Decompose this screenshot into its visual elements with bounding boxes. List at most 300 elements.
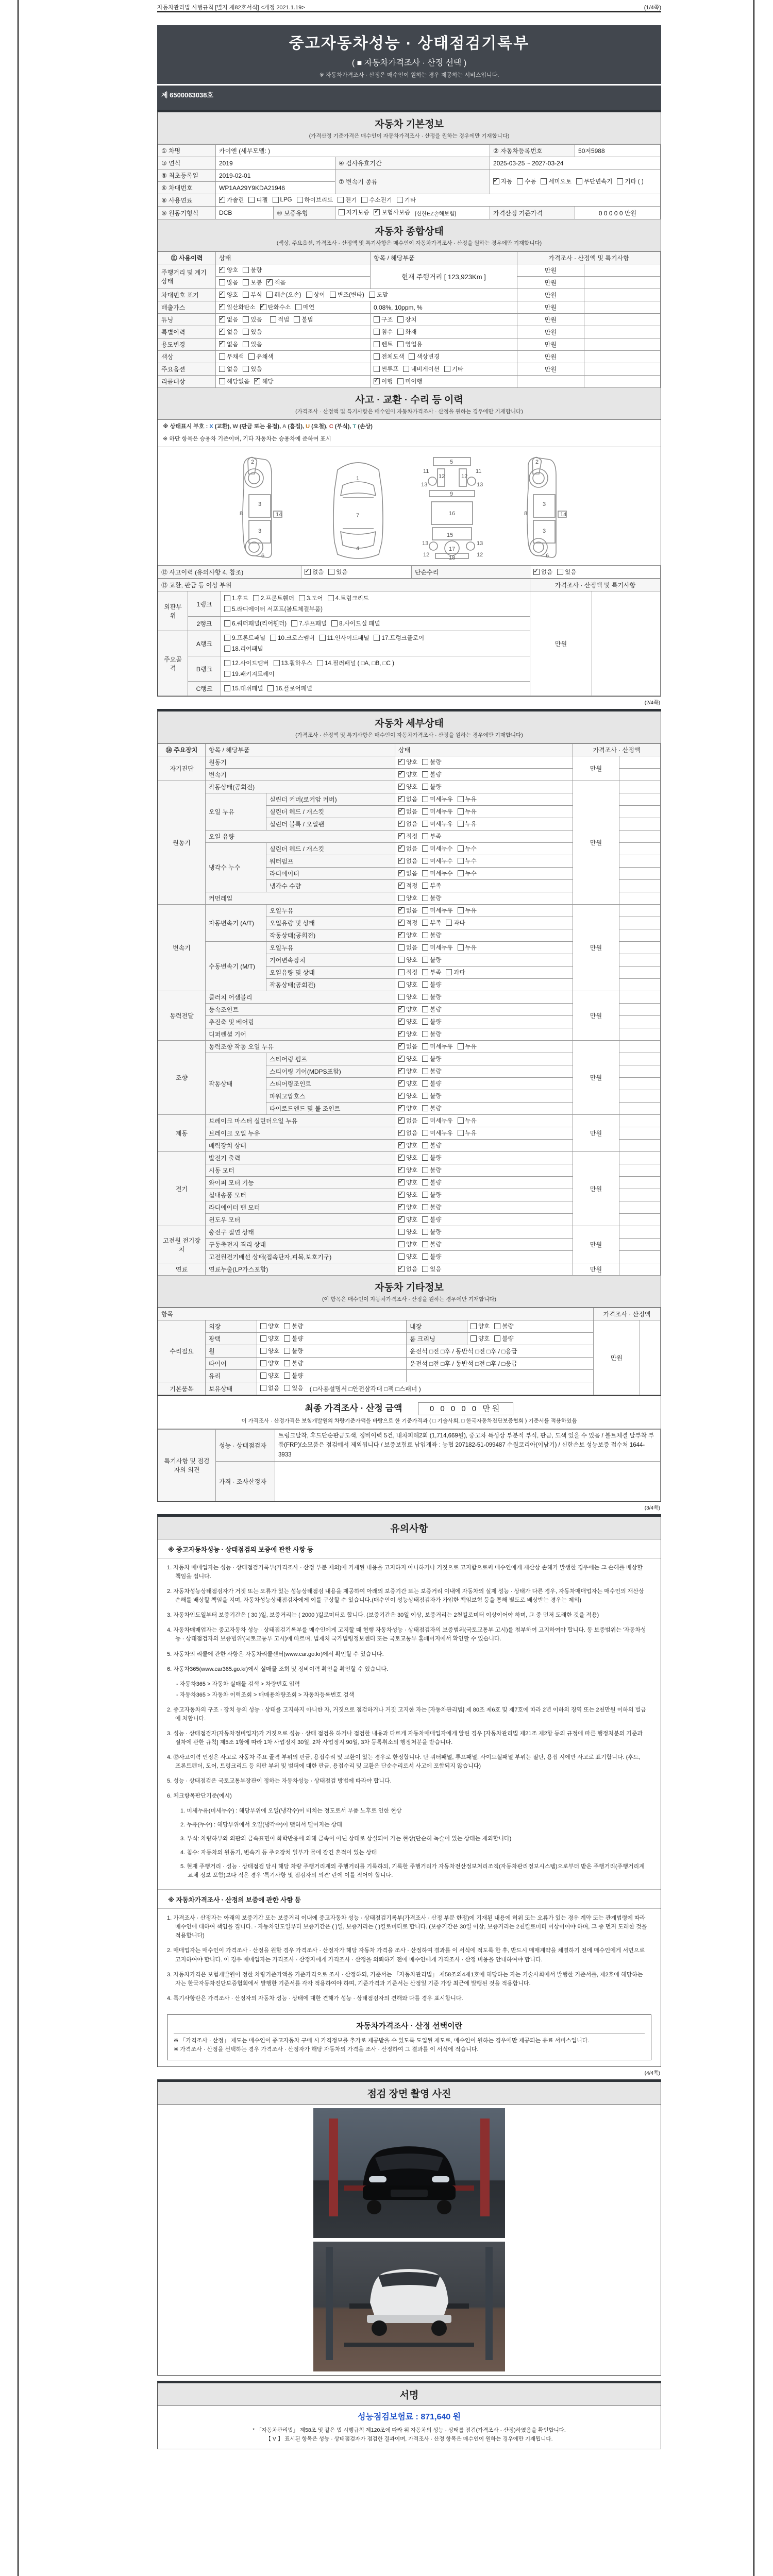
checkbox-icon[interactable] bbox=[398, 821, 405, 827]
detail-state-option[interactable] bbox=[422, 1265, 441, 1273]
checkbox-icon[interactable] bbox=[422, 1105, 428, 1111]
state-option[interactable] bbox=[219, 303, 256, 311]
panel-part-option[interactable] bbox=[299, 594, 323, 602]
checkbox-icon[interactable] bbox=[422, 883, 428, 889]
checkbox-icon[interactable] bbox=[260, 1385, 266, 1391]
detail-state-option[interactable] bbox=[398, 795, 417, 803]
checkbox-icon[interactable] bbox=[273, 197, 279, 203]
etc-option[interactable] bbox=[284, 1371, 303, 1380]
checkbox-icon[interactable] bbox=[260, 1323, 266, 1329]
remark-cell[interactable] bbox=[619, 1263, 661, 1276]
detail-state-option[interactable] bbox=[398, 1116, 417, 1125]
etc-option[interactable] bbox=[470, 1334, 490, 1343]
checkbox-icon[interactable] bbox=[422, 1031, 428, 1037]
checkbox-icon[interactable] bbox=[243, 329, 249, 335]
remark-cell[interactable] bbox=[619, 942, 661, 954]
checkbox-icon[interactable] bbox=[224, 606, 230, 612]
remark-cell[interactable] bbox=[584, 314, 661, 326]
state-option[interactable] bbox=[260, 303, 291, 311]
detail-state-option[interactable] bbox=[398, 1265, 417, 1273]
checkbox-icon[interactable] bbox=[458, 821, 464, 827]
checkbox-icon[interactable] bbox=[243, 292, 249, 298]
checkbox-icon[interactable] bbox=[398, 1056, 405, 1062]
checkbox-icon[interactable] bbox=[458, 845, 464, 852]
checkbox-icon[interactable] bbox=[517, 178, 523, 184]
checkbox-icon[interactable] bbox=[270, 635, 276, 641]
field-year-value[interactable]: 2019 bbox=[216, 157, 335, 170]
checkbox-icon[interactable] bbox=[398, 1031, 405, 1037]
price-cell[interactable]: 만원 bbox=[517, 326, 584, 338]
detail-state-option[interactable] bbox=[398, 844, 417, 853]
price-cell[interactable]: 만원 bbox=[573, 1263, 619, 1276]
checkbox-icon[interactable] bbox=[397, 378, 404, 384]
remark-cell[interactable] bbox=[619, 1189, 661, 1201]
remark-cell[interactable] bbox=[619, 1115, 661, 1127]
remark-cell[interactable] bbox=[619, 769, 661, 781]
panel-part-option[interactable] bbox=[291, 619, 327, 628]
price-cell[interactable]: 만원 bbox=[530, 591, 592, 696]
detail-state-option[interactable] bbox=[422, 1129, 452, 1137]
state-option[interactable] bbox=[219, 291, 238, 299]
detail-state-option[interactable] bbox=[398, 832, 417, 840]
remark-cell[interactable] bbox=[619, 1090, 661, 1103]
checkbox-icon[interactable] bbox=[266, 292, 273, 298]
checkbox-icon[interactable] bbox=[422, 1229, 428, 1235]
checkbox-icon[interactable] bbox=[398, 870, 405, 876]
checkbox-icon[interactable] bbox=[398, 944, 405, 951]
price-cell[interactable]: 만원 bbox=[573, 1115, 619, 1152]
checkbox-icon[interactable] bbox=[398, 1080, 405, 1087]
checkbox-icon[interactable] bbox=[576, 178, 582, 184]
state-option[interactable] bbox=[369, 291, 388, 299]
checkbox-icon[interactable] bbox=[243, 366, 249, 372]
remark-cell[interactable] bbox=[619, 781, 661, 793]
detail-state-option[interactable] bbox=[398, 1042, 417, 1050]
detail-state-option[interactable] bbox=[398, 919, 417, 927]
checkbox-icon[interactable] bbox=[374, 209, 380, 215]
panel-part-option[interactable] bbox=[328, 594, 369, 602]
detail-state-option[interactable] bbox=[458, 1129, 477, 1137]
remark-cell[interactable] bbox=[619, 892, 661, 905]
detail-state-option[interactable] bbox=[398, 968, 417, 976]
price-cell[interactable]: 만원 bbox=[517, 301, 584, 314]
remark-cell[interactable] bbox=[619, 1177, 661, 1189]
checkbox-icon[interactable] bbox=[398, 1006, 405, 1012]
checkbox-icon[interactable] bbox=[422, 932, 428, 938]
item-option[interactable] bbox=[397, 377, 422, 385]
remark-cell[interactable] bbox=[619, 843, 661, 855]
checkbox-icon[interactable] bbox=[422, 833, 428, 839]
detail-state-option[interactable] bbox=[422, 980, 441, 989]
detail-state-option[interactable] bbox=[422, 894, 441, 902]
checkbox-icon[interactable] bbox=[361, 197, 367, 203]
price-cell[interactable]: 만원 bbox=[517, 289, 584, 301]
checkbox-icon[interactable] bbox=[224, 660, 230, 666]
checkbox-icon[interactable] bbox=[458, 1117, 464, 1124]
checkbox-icon[interactable] bbox=[253, 595, 259, 601]
detail-state-option[interactable] bbox=[398, 1215, 417, 1224]
checkbox-icon[interactable] bbox=[458, 944, 464, 951]
remark-cell[interactable] bbox=[619, 905, 661, 917]
etc-option[interactable] bbox=[284, 1359, 303, 1367]
price-cell[interactable]: 만원 bbox=[517, 314, 584, 326]
checkbox-icon[interactable] bbox=[328, 595, 334, 601]
detail-state-option[interactable] bbox=[422, 1166, 441, 1174]
remark-cell[interactable] bbox=[584, 376, 661, 388]
field-engine-type-value[interactable]: DCB bbox=[216, 207, 274, 219]
state-option[interactable] bbox=[243, 328, 262, 336]
checkbox-icon[interactable] bbox=[219, 366, 225, 372]
field-vin-value[interactable]: WP1AA29Y9KDA21946 bbox=[216, 182, 335, 194]
base-price-value[interactable]: 0 0 0 0 0 만원 bbox=[575, 207, 661, 219]
checkbox-icon[interactable] bbox=[374, 353, 380, 360]
checkbox-icon[interactable] bbox=[458, 796, 464, 802]
detail-state-option[interactable] bbox=[422, 758, 441, 766]
state-option[interactable] bbox=[219, 352, 244, 361]
detail-state-option[interactable] bbox=[398, 943, 417, 952]
checkbox-icon[interactable] bbox=[219, 279, 225, 285]
checkbox-icon[interactable] bbox=[422, 907, 428, 913]
state-option[interactable] bbox=[330, 291, 364, 299]
inspector-opinion-text[interactable]: 트렁크탈착, 후드단순판금도색, 정비이력 5건, 내차피해2회 (1,714,669원), 중고차 특성상 부분적 부식, 판금, 도색 있을 수 있음 / 볼트체결 탈부착 부품(FRP)/소모품은 점검에서 제외됩니다 / 보증보험료 납입계좌 : 농협 207182-51-099487 수원코리아(이남기) / 신한손보 성능보증 접수처 1644-3933 bbox=[275, 1430, 661, 1462]
checkbox-icon[interactable] bbox=[397, 316, 404, 323]
state-option[interactable] bbox=[219, 340, 238, 348]
checkbox-icon[interactable] bbox=[284, 1348, 290, 1354]
checkbox-icon[interactable] bbox=[398, 981, 405, 988]
detail-state-option[interactable] bbox=[398, 1154, 417, 1162]
current-mileage-value[interactable]: 현재 주행거리 [ 123,923Km ] bbox=[371, 264, 517, 289]
checkbox-icon[interactable] bbox=[398, 1204, 405, 1210]
checkbox-icon[interactable] bbox=[422, 994, 428, 1000]
remark-cell[interactable] bbox=[619, 1152, 661, 1164]
checkbox-icon[interactable] bbox=[331, 620, 338, 626]
fuel-option[interactable] bbox=[361, 196, 392, 204]
checkbox-icon[interactable] bbox=[295, 304, 301, 310]
etc-option[interactable] bbox=[260, 1371, 279, 1380]
field-inspection-period-value[interactable]: 2025-03-25 ~ 2027-03-24 bbox=[490, 157, 661, 170]
detail-state-option[interactable] bbox=[422, 807, 452, 816]
mileage-condition-option[interactable] bbox=[219, 266, 238, 274]
checkbox-icon[interactable] bbox=[422, 870, 428, 876]
remark-cell[interactable] bbox=[619, 1140, 661, 1152]
checkbox-icon[interactable] bbox=[422, 784, 428, 790]
checkbox-icon[interactable] bbox=[422, 1068, 428, 1074]
checkbox-icon[interactable] bbox=[422, 1117, 428, 1124]
detail-state-option[interactable] bbox=[398, 807, 417, 816]
item-option[interactable] bbox=[397, 315, 416, 324]
checkbox-icon[interactable] bbox=[398, 833, 405, 839]
detail-state-option[interactable] bbox=[458, 820, 477, 828]
checkbox-icon[interactable] bbox=[219, 378, 225, 384]
checkbox-icon[interactable] bbox=[398, 1155, 405, 1161]
checkbox-icon[interactable] bbox=[398, 907, 405, 913]
checkbox-icon[interactable] bbox=[422, 1266, 428, 1272]
checkbox-icon[interactable] bbox=[494, 1335, 500, 1342]
price-cell[interactable]: 만원 bbox=[573, 1226, 619, 1263]
remark-cell[interactable] bbox=[619, 793, 661, 806]
remark-cell[interactable] bbox=[619, 1004, 661, 1016]
detail-state-option[interactable] bbox=[398, 956, 417, 964]
detail-state-option[interactable] bbox=[422, 1191, 441, 1199]
state-option[interactable] bbox=[219, 377, 249, 385]
checkbox-icon[interactable] bbox=[339, 209, 345, 215]
checkbox-icon[interactable] bbox=[219, 353, 225, 360]
detail-state-option[interactable] bbox=[458, 857, 477, 865]
checkbox-icon[interactable] bbox=[297, 197, 303, 203]
detail-state-option[interactable] bbox=[446, 919, 465, 927]
detail-state-option[interactable] bbox=[422, 1215, 441, 1224]
checkbox-icon[interactable] bbox=[224, 595, 230, 601]
checkbox-icon[interactable] bbox=[458, 858, 464, 864]
field-car-name-value[interactable]: 카이엔 (세부모델: ) bbox=[216, 145, 490, 157]
state-option[interactable] bbox=[243, 291, 262, 299]
checkbox-icon[interactable] bbox=[398, 808, 405, 815]
remark-cell[interactable] bbox=[584, 326, 661, 338]
accident-option[interactable] bbox=[305, 568, 324, 576]
checkbox-icon[interactable] bbox=[398, 858, 405, 864]
detail-state-option[interactable] bbox=[446, 968, 465, 976]
item-option[interactable] bbox=[397, 340, 422, 348]
remark-cell[interactable] bbox=[584, 264, 661, 277]
checkbox-icon[interactable] bbox=[398, 1266, 405, 1272]
checkbox-icon[interactable] bbox=[422, 981, 428, 988]
detail-state-option[interactable] bbox=[422, 1067, 441, 1075]
price-cell[interactable]: 만원 bbox=[517, 363, 584, 376]
remark-cell[interactable] bbox=[619, 1251, 661, 1263]
checkbox-icon[interactable] bbox=[317, 660, 323, 666]
panel-part-option[interactable] bbox=[374, 634, 424, 642]
detail-state-option[interactable] bbox=[398, 931, 417, 939]
holding-option[interactable] bbox=[284, 1384, 303, 1392]
price-cell[interactable]: 만원 bbox=[517, 277, 584, 289]
checkbox-icon[interactable] bbox=[398, 895, 405, 901]
detail-state-option[interactable] bbox=[398, 1252, 417, 1261]
detail-state-option[interactable] bbox=[398, 857, 417, 865]
checkbox-icon[interactable] bbox=[374, 341, 380, 347]
panel-part-option[interactable] bbox=[224, 619, 287, 628]
holding-option[interactable] bbox=[260, 1384, 279, 1392]
etc-option[interactable] bbox=[284, 1322, 303, 1330]
checkbox-icon[interactable] bbox=[398, 771, 405, 777]
remark-cell[interactable] bbox=[619, 1078, 661, 1090]
remark-cell[interactable] bbox=[619, 1065, 661, 1078]
checkbox-icon[interactable] bbox=[224, 646, 230, 652]
checkbox-icon[interactable] bbox=[458, 870, 464, 876]
detail-state-option[interactable] bbox=[398, 906, 417, 914]
detail-state-option[interactable] bbox=[398, 783, 417, 791]
checkbox-icon[interactable] bbox=[320, 635, 326, 641]
fuel-option[interactable] bbox=[248, 196, 267, 204]
transmission-option[interactable] bbox=[576, 177, 613, 185]
detail-state-option[interactable] bbox=[422, 1055, 441, 1063]
checkbox-icon[interactable] bbox=[398, 845, 405, 852]
checkbox-icon[interactable] bbox=[541, 178, 547, 184]
detail-state-option[interactable] bbox=[398, 758, 417, 766]
checkbox-icon[interactable] bbox=[398, 1253, 405, 1260]
detail-state-option[interactable] bbox=[398, 1079, 417, 1088]
item-option[interactable] bbox=[397, 328, 416, 336]
transmission-option[interactable] bbox=[617, 177, 643, 185]
checkbox-icon[interactable] bbox=[267, 685, 274, 691]
detail-state-option[interactable] bbox=[422, 993, 441, 1001]
transmission-option[interactable] bbox=[517, 177, 536, 185]
checkbox-icon[interactable] bbox=[458, 907, 464, 913]
remark-cell[interactable] bbox=[592, 591, 661, 696]
detail-state-option[interactable] bbox=[398, 882, 417, 890]
inspection-photo-under-lift[interactable] bbox=[313, 2242, 505, 2371]
state-option[interactable] bbox=[219, 328, 238, 336]
item-option[interactable] bbox=[403, 365, 440, 373]
checkbox-icon[interactable] bbox=[248, 353, 255, 360]
checkbox-icon[interactable] bbox=[422, 920, 428, 926]
detail-state-option[interactable] bbox=[398, 1030, 417, 1038]
checkbox-icon[interactable] bbox=[458, 1130, 464, 1136]
fuel-option[interactable] bbox=[273, 197, 292, 203]
state-option[interactable] bbox=[243, 315, 262, 324]
checkbox-icon[interactable] bbox=[374, 378, 380, 384]
etc-option[interactable] bbox=[284, 1334, 303, 1343]
detail-state-option[interactable] bbox=[458, 906, 477, 914]
detail-state-option[interactable] bbox=[398, 1228, 417, 1236]
checkbox-icon[interactable] bbox=[422, 845, 428, 852]
detail-state-option[interactable] bbox=[398, 1104, 417, 1112]
detail-state-option[interactable] bbox=[398, 1178, 417, 1187]
detail-state-option[interactable] bbox=[422, 1030, 441, 1038]
detail-state-option[interactable] bbox=[422, 1042, 452, 1050]
panel-part-option[interactable] bbox=[270, 634, 315, 642]
checkbox-icon[interactable] bbox=[243, 316, 249, 323]
checkbox-icon[interactable] bbox=[398, 1142, 405, 1148]
remark-cell[interactable] bbox=[619, 979, 661, 991]
fuel-option[interactable] bbox=[219, 196, 244, 204]
panel-part-option[interactable] bbox=[224, 659, 269, 667]
detail-state-option[interactable] bbox=[422, 1203, 441, 1211]
etc-option[interactable] bbox=[284, 1347, 303, 1355]
detail-state-option[interactable] bbox=[398, 980, 417, 989]
etc-option[interactable] bbox=[260, 1334, 279, 1343]
state-option[interactable] bbox=[219, 365, 238, 373]
remark-cell[interactable] bbox=[619, 756, 661, 769]
item-option[interactable] bbox=[374, 340, 393, 348]
detail-state-option[interactable] bbox=[398, 1055, 417, 1063]
checkbox-icon[interactable] bbox=[260, 1335, 266, 1342]
checkbox-icon[interactable] bbox=[266, 279, 273, 285]
field-first-reg-value[interactable]: 2019-02-01 bbox=[216, 170, 335, 182]
detail-state-option[interactable] bbox=[422, 1079, 441, 1088]
checkbox-icon[interactable] bbox=[398, 920, 405, 926]
checkbox-icon[interactable] bbox=[422, 1093, 428, 1099]
detail-state-option[interactable] bbox=[458, 807, 477, 816]
checkbox-icon[interactable] bbox=[403, 366, 409, 372]
state-option[interactable] bbox=[243, 365, 262, 373]
mileage-condition-option[interactable] bbox=[243, 266, 262, 274]
detail-state-option[interactable] bbox=[422, 1005, 441, 1013]
detail-state-option[interactable] bbox=[422, 1154, 441, 1162]
remark-cell[interactable] bbox=[619, 1053, 661, 1065]
checkbox-icon[interactable] bbox=[422, 1080, 428, 1087]
detail-state-option[interactable] bbox=[458, 844, 477, 853]
checkbox-icon[interactable] bbox=[422, 1142, 428, 1148]
panel-part-option[interactable] bbox=[224, 670, 275, 678]
etc-option[interactable] bbox=[494, 1334, 513, 1343]
remark-cell[interactable] bbox=[619, 818, 661, 831]
detail-state-option[interactable] bbox=[422, 1141, 441, 1149]
detail-state-option[interactable] bbox=[398, 1141, 417, 1149]
checkbox-icon[interactable] bbox=[243, 279, 249, 285]
etc-option[interactable] bbox=[260, 1359, 279, 1367]
remark-cell[interactable] bbox=[619, 929, 661, 942]
checkbox-icon[interactable] bbox=[422, 1253, 428, 1260]
item-option[interactable] bbox=[409, 352, 439, 361]
detail-state-option[interactable] bbox=[422, 783, 441, 791]
checkbox-icon[interactable] bbox=[243, 341, 249, 347]
checkbox-icon[interactable] bbox=[270, 316, 276, 323]
etc-option[interactable] bbox=[260, 1347, 279, 1355]
checkbox-icon[interactable] bbox=[398, 1192, 405, 1198]
price-cell[interactable]: 만원 bbox=[573, 905, 619, 991]
checkbox-icon[interactable] bbox=[422, 1179, 428, 1185]
warranty-option[interactable] bbox=[339, 208, 369, 216]
detail-state-option[interactable] bbox=[422, 1178, 441, 1187]
checkbox-icon[interactable] bbox=[557, 569, 563, 575]
checkbox-icon[interactable] bbox=[306, 292, 312, 298]
panel-part-option[interactable] bbox=[253, 594, 294, 602]
remark-cell[interactable] bbox=[619, 1127, 661, 1140]
remark-cell[interactable] bbox=[619, 1016, 661, 1028]
simple-repair-option[interactable] bbox=[557, 568, 576, 576]
checkbox-icon[interactable] bbox=[422, 821, 428, 827]
checkbox-icon[interactable] bbox=[458, 1043, 464, 1049]
checkbox-icon[interactable] bbox=[219, 197, 225, 203]
checkbox-icon[interactable] bbox=[533, 569, 540, 575]
remark-cell[interactable] bbox=[640, 1320, 661, 1395]
checkbox-icon[interactable] bbox=[422, 1130, 428, 1136]
checkbox-icon[interactable] bbox=[397, 329, 404, 335]
price-cell[interactable]: 만원 bbox=[517, 351, 584, 363]
checkbox-icon[interactable] bbox=[224, 685, 230, 691]
inspection-photo-front-lift[interactable] bbox=[313, 2108, 505, 2238]
detail-state-option[interactable] bbox=[422, 820, 452, 828]
detail-state-option[interactable] bbox=[398, 1018, 417, 1026]
etc-option[interactable] bbox=[260, 1322, 279, 1330]
emission-values[interactable]: 0.08%, 10ppm, % bbox=[374, 303, 423, 311]
checkbox-icon[interactable] bbox=[284, 1372, 290, 1379]
state-option[interactable] bbox=[266, 291, 301, 299]
detail-state-option[interactable] bbox=[398, 1240, 417, 1248]
checkbox-icon[interactable] bbox=[422, 808, 428, 815]
checkbox-icon[interactable] bbox=[219, 292, 225, 298]
detail-state-option[interactable] bbox=[458, 795, 477, 803]
detail-state-option[interactable] bbox=[422, 931, 441, 939]
checkbox-icon[interactable] bbox=[422, 771, 428, 777]
price-cell[interactable]: 만원 bbox=[573, 781, 619, 905]
detail-state-option[interactable] bbox=[398, 820, 417, 828]
accident-option[interactable] bbox=[328, 568, 347, 576]
checkbox-icon[interactable] bbox=[397, 197, 403, 203]
price-cell[interactable]: 만원 bbox=[573, 1152, 619, 1226]
checkbox-icon[interactable] bbox=[398, 932, 405, 938]
checkbox-icon[interactable] bbox=[243, 267, 249, 273]
checkbox-icon[interactable] bbox=[470, 1323, 477, 1329]
checkbox-icon[interactable] bbox=[398, 1179, 405, 1185]
final-price-value[interactable]: 0 0 0 0 0 만원 bbox=[418, 1402, 514, 1415]
checkbox-icon[interactable] bbox=[398, 1241, 405, 1247]
item-option[interactable] bbox=[374, 328, 393, 336]
detail-state-option[interactable] bbox=[422, 857, 452, 865]
remark-cell[interactable] bbox=[619, 806, 661, 818]
checkbox-icon[interactable] bbox=[422, 759, 428, 765]
transmission-option[interactable] bbox=[541, 177, 571, 185]
